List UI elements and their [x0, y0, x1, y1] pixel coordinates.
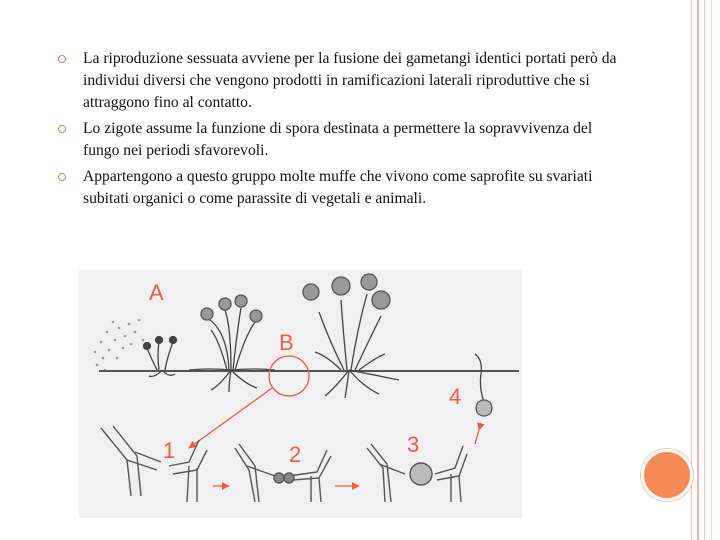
label-4: 4 [449, 384, 462, 409]
fungal-life-cycle-figure [79, 270, 522, 518]
bullet-item [55, 118, 630, 162]
bullet-marker-icon [58, 55, 66, 63]
germinating-zygote [475, 354, 492, 416]
stage-2-fusion [235, 444, 331, 502]
stage-1-gametangia [101, 426, 207, 502]
bullet-item [55, 48, 630, 114]
label-a: A [149, 280, 164, 305]
bullet-list [55, 48, 630, 214]
spore-scatter [94, 319, 145, 372]
label-3: 3 [407, 432, 420, 457]
bullet-item [55, 166, 630, 210]
zygote-zoom-circle [269, 356, 309, 396]
bullet-marker-icon [58, 125, 66, 133]
label-1: 1 [163, 438, 176, 463]
label-b: B [279, 330, 294, 355]
bullet-text: La riproduzione sessuata avviene per la fusione dei gametangi identici portati però da individui diversi che vengono prodotti in ramificazioni laterali riproduttive che si attraggono fino al contatto. [83, 50, 617, 111]
bullet-text: Appartengono a questo gruppo molte muffe che vivono come saprofite su svariati subitati organici o come parassite di vegetali e animali. [83, 168, 593, 207]
decorative-orange-circle [641, 449, 693, 501]
decorative-border-line [704, 0, 705, 540]
decorative-border-line [691, 0, 692, 540]
label-2: 2 [289, 442, 302, 467]
decorative-border-line [711, 0, 712, 540]
decorative-border-line [697, 0, 699, 540]
bullet-marker-icon [58, 173, 66, 181]
bullet-text: Lo zigote assume la funzione di spora destinata a permettere la sopravvivenza del fungo nei periodi sfavorevoli. [83, 120, 593, 159]
medium-sporangiophores [189, 295, 275, 392]
large-sporangiophores [303, 274, 399, 398]
